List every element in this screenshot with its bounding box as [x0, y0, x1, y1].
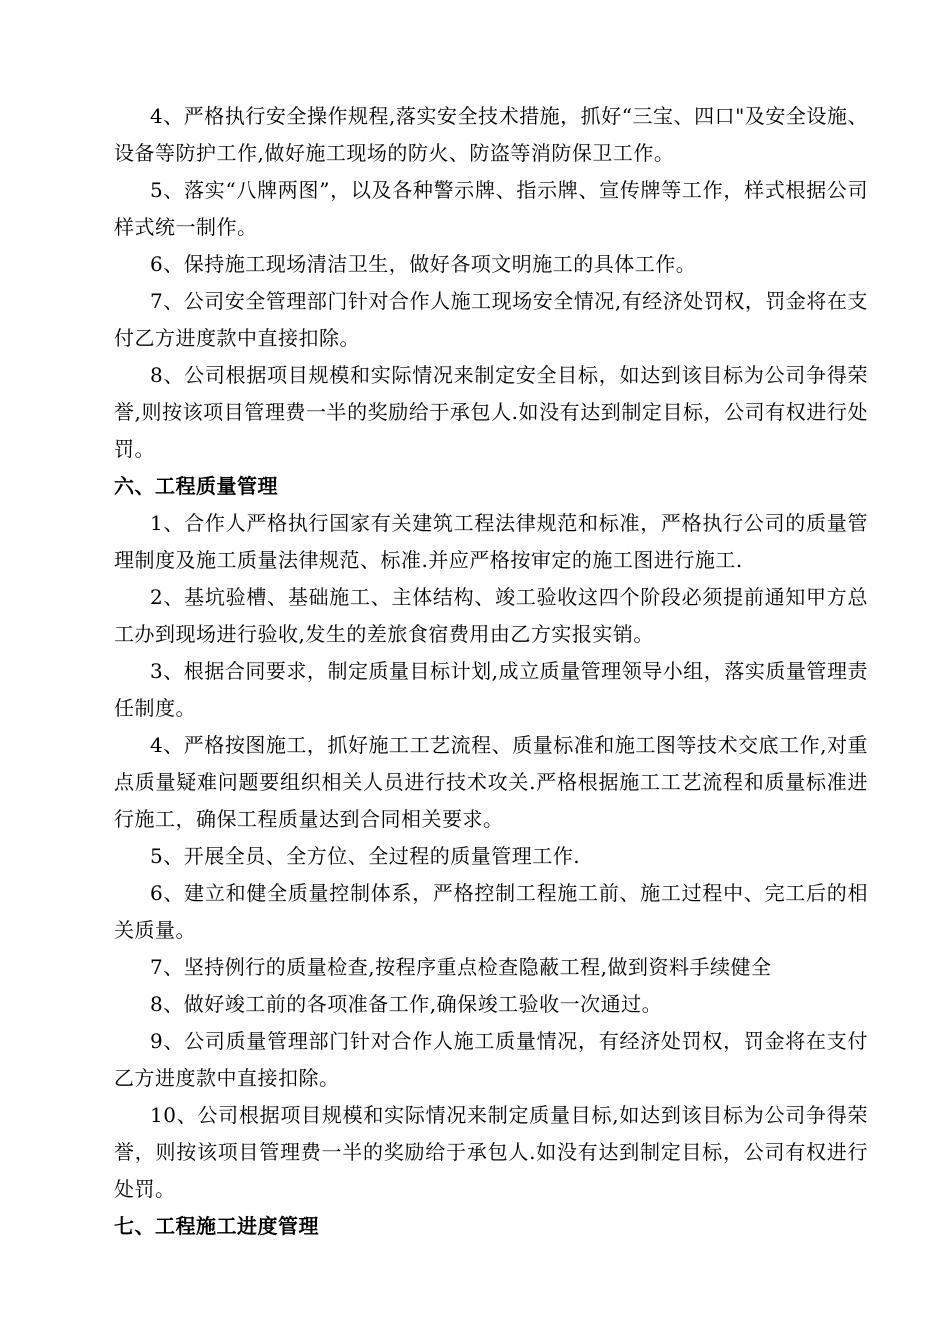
safety-item-6: 6、保持施工现场清洁卫生，做好各项文明施工的具体工作。	[150, 252, 697, 276]
quality-item-9: 9、公司质量管理部门针对合作人施工质量情况，有经济处罚权，罚金将在支付乙方进度款中直接扣除。	[114, 1029, 868, 1090]
section-heading-schedule: 七、工程施工进度管理	[114, 1214, 319, 1238]
section-heading-quality: 六、工程质量管理	[114, 474, 278, 498]
quality-item-3: 3、根据合同要求，制定质量目标计划,成立质量管理领导小组，落实质量管理责任制度。	[114, 659, 868, 720]
quality-item-8: 8、做好竣工前的各项准备工作,确保竣工验收一次通过。	[150, 992, 663, 1016]
quality-item-2: 2、基坑验槽、基础施工、主体结构、竣工验收这四个阶段必须提前通知甲方总工办到现场进行验收,发生的差旅食宿费用由乙方实报实销。	[114, 585, 868, 646]
quality-item-5: 5、开展全员、全方位、全过程的质量管理工作.	[150, 844, 581, 868]
safety-item-8: 8、公司根据项目规模和实际情况来制定安全目标，如达到该目标为公司争得荣誉,则按该项目管理费一半的奖励给于承包人.如没有达到制定目标，公司有权进行处罚。	[114, 363, 868, 461]
quality-item-6: 6、建立和健全质量控制体系，严格控制工程施工前、施工过程中、完工后的相关质量。	[114, 881, 868, 942]
quality-item-10: 10、公司根据项目规模和实际情况来制定质量目标,如达到该目标为公司争得荣誉，则按该项目管理费一半的奖励给于承包人.如没有达到制定目标，公司有权进行处罚。	[114, 1103, 868, 1201]
safety-item-4: 4、严格执行安全操作规程,落实安全技术措施，抓好“三宝、四口"及安全设施、设备等防护工作,做好施工现场的防火、防盗等消防保卫工作。	[114, 104, 868, 165]
safety-item-7: 7、公司安全管理部门针对合作人施工现场安全情况,有经济处罚权，罚金将在支付乙方进度款中直接扣除。	[114, 289, 868, 350]
safety-item-5: 5、落实“八牌两图”，以及各种警示牌、指示牌、宣传牌等工作，样式根据公司样式统一制作。	[114, 178, 868, 239]
document-body	[114, 98, 868, 1245]
quality-item-1: 1、合作人严格执行国家有关建筑工程法律规范和标准，严格执行公司的质量管理制度及施工质量法律规范、标准.并应严格按审定的施工图进行施工.	[114, 511, 868, 572]
quality-item-7: 7、坚持例行的质量检查,按程序重点检查隐蔽工程,做到资料手续健全	[150, 955, 772, 979]
quality-item-4: 4、严格按图施工，抓好施工工艺流程、质量标准和施工图等技术交底工作,对重点质量疑难问题要组织相关人员进行技术攻关.严格根据施工工艺流程和质量标准进行施工，确保工程质量达到合同相关要求。	[114, 733, 868, 831]
